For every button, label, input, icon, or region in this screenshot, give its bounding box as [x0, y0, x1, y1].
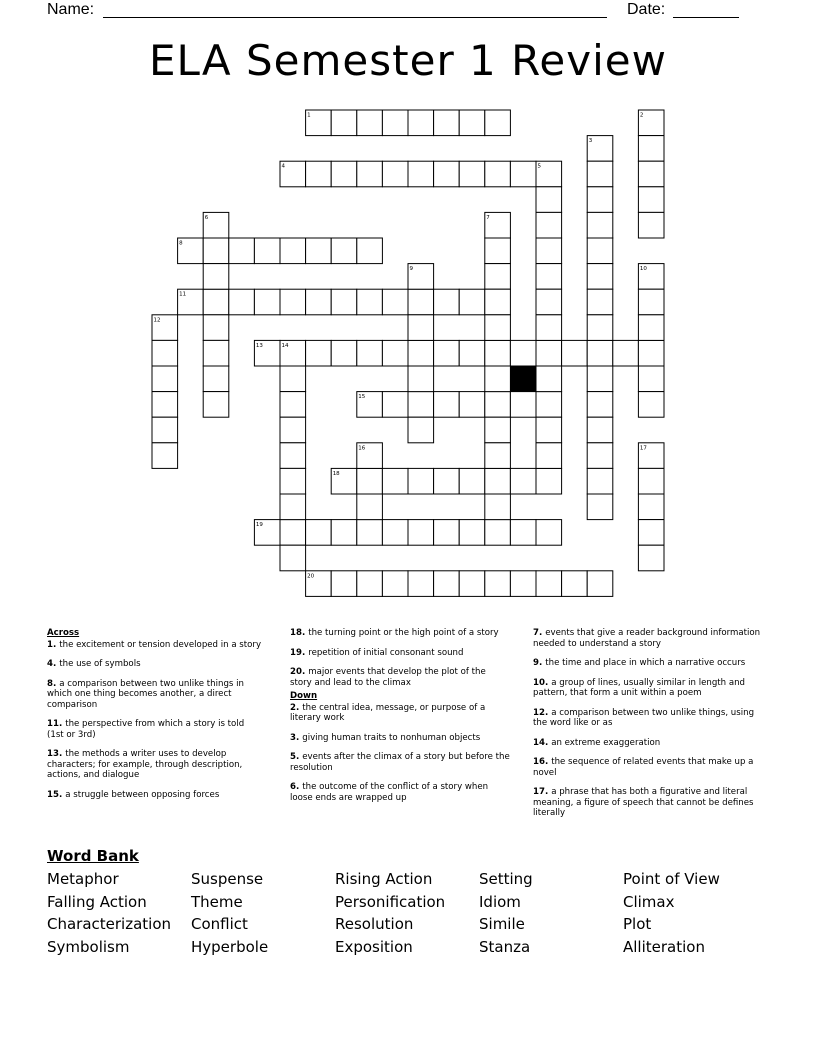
clue-number: 13: [255, 342, 263, 349]
clues-column-2: [290, 628, 510, 812]
grid-cell[interactable]: [357, 238, 383, 264]
grid-cell[interactable]: [280, 468, 306, 494]
clue-item: [47, 640, 262, 651]
grid-cell[interactable]: [587, 315, 613, 341]
clue-number: 17: [639, 445, 647, 452]
grid-cell[interactable]: [357, 161, 383, 187]
grid-cell[interactable]: [357, 340, 383, 366]
clues-column-1: [47, 628, 262, 809]
grid-cell[interactable]: [485, 392, 511, 418]
clue-item: [47, 719, 262, 740]
clue-text: major events that develop the plot of the story and lead to the climax: [290, 667, 486, 688]
date-label: Date:: [627, 1, 666, 18]
grid-cell[interactable]: [152, 417, 178, 443]
clue-item: [533, 757, 763, 778]
grid-cell[interactable]: [434, 110, 460, 136]
word-bank-item: Point of View: [623, 870, 720, 888]
word-bank-item: Rising Action: [335, 870, 433, 888]
clue-num: 3.: [290, 732, 303, 743]
grid-cell[interactable]: [357, 494, 383, 520]
word-bank-item: Setting: [479, 870, 533, 888]
grid-cell[interactable]: [587, 417, 613, 443]
grid-cell[interactable]: [203, 238, 229, 264]
grid-cell[interactable]: [536, 264, 562, 290]
grid-cell[interactable]: [638, 468, 664, 494]
grid-cell[interactable]: [331, 110, 357, 136]
word-bank-item: Conflict: [191, 915, 248, 933]
grid-cell[interactable]: [306, 238, 332, 264]
word-bank-item: Alliteration: [623, 937, 705, 956]
grid-cell[interactable]: [587, 340, 613, 366]
grid-cell[interactable]: [434, 289, 460, 315]
grid-cell[interactable]: [536, 392, 562, 418]
clue-text: a struggle between opposing forces: [65, 789, 220, 800]
grid-cell[interactable]: [459, 520, 485, 546]
grid-cell[interactable]: [434, 468, 460, 494]
grid-cell[interactable]: [485, 443, 511, 469]
grid-cell[interactable]: [638, 161, 664, 187]
grid-cell[interactable]: [357, 571, 383, 597]
grid-cell[interactable]: [280, 443, 306, 469]
clue-number: 6: [204, 214, 209, 221]
grid-cell[interactable]: [536, 520, 562, 546]
clue-number: 10: [639, 266, 647, 273]
word-bank-item: Plot: [623, 915, 652, 933]
clue-num: 8.: [47, 678, 60, 689]
grid-cell[interactable]: [152, 366, 178, 392]
grid-cell[interactable]: [280, 417, 306, 443]
grid-cell[interactable]: [280, 520, 306, 546]
grid-cell[interactable]: [485, 289, 511, 315]
grid-cell[interactable]: [357, 520, 383, 546]
clue-item: [290, 733, 510, 744]
grid-cell[interactable]: [587, 571, 613, 597]
word-bank-item: Theme: [191, 892, 243, 911]
clue-text: a phrase that has both a figurative and literal meaning, a figure of speech that cannot be defines literally: [533, 787, 754, 818]
clue-text: a comparison between two unlike things, using the word like or as: [533, 707, 755, 728]
grid-cell[interactable]: [408, 289, 434, 315]
grid-cell[interactable]: [485, 366, 511, 392]
clue-num: 17.: [533, 787, 552, 797]
clue-num: 20.: [290, 667, 309, 677]
clue-item: [47, 679, 262, 711]
clue-text: the central idea, message, or purpose of a literary work: [290, 702, 486, 723]
word-bank-item: Falling Action: [47, 892, 147, 911]
grid-cell[interactable]: [280, 545, 306, 571]
grid-cell[interactable]: [382, 468, 408, 494]
clue-text: events that give a reader background information needed to understand a story: [533, 628, 761, 649]
grid-cell[interactable]: [434, 392, 460, 418]
grid-cell[interactable]: [536, 417, 562, 443]
grid-cell[interactable]: [459, 392, 485, 418]
grid-cell[interactable]: [536, 366, 562, 392]
grid-cell[interactable]: [587, 289, 613, 315]
grid-cell[interactable]: [587, 264, 613, 290]
grid-cell[interactable]: [587, 238, 613, 264]
clue-item: [290, 667, 510, 688]
grid-cell[interactable]: [485, 468, 511, 494]
grid-cell[interactable]: [229, 238, 255, 264]
grid-cell[interactable]: [254, 289, 280, 315]
page-title: ELA Semester 1 Review: [149, 36, 667, 85]
grid-cell[interactable]: [638, 520, 664, 546]
grid-cell[interactable]: [638, 212, 664, 238]
grid-cell[interactable]: [331, 289, 357, 315]
grid-cell[interactable]: [536, 340, 562, 366]
grid-cell[interactable]: [613, 340, 639, 366]
clue-number: 11: [179, 291, 187, 298]
grid-cell[interactable]: [280, 289, 306, 315]
clue-text: a comparison between two unlike things in which one thing becomes another, a direct comparison: [47, 678, 244, 710]
name-label: Name:: [47, 1, 95, 18]
grid-cell[interactable]: [536, 315, 562, 341]
grid-cell[interactable]: [331, 571, 357, 597]
clue-number: 8: [179, 240, 183, 247]
clue-text: a group of lines, usually similar in length and pattern, that form a unit within a poem: [533, 677, 746, 698]
clue-text: the outcome of the conflict of a story when loose ends are wrapped up: [290, 782, 489, 803]
grid-cell[interactable]: [306, 340, 332, 366]
clue-num: 9.: [533, 658, 546, 668]
grid-cell[interactable]: [408, 340, 434, 366]
grid-cell[interactable]: [536, 468, 562, 494]
down-heading: Down: [290, 691, 318, 701]
clue-number: 16: [358, 445, 366, 452]
grid-cell[interactable]: [485, 417, 511, 443]
clue-number: 19: [255, 522, 263, 529]
grid-cell[interactable]: [510, 571, 536, 597]
grid-cell[interactable]: [254, 238, 280, 264]
clue-item: [290, 782, 510, 803]
word-bank-item: Idiom: [479, 892, 521, 911]
grid-cell[interactable]: [485, 110, 511, 136]
clue-number: 1: [307, 112, 311, 119]
clue-text: the sequence of related events that make up a novel: [533, 757, 754, 778]
word-bank-item: Stanza: [479, 937, 531, 956]
clue-num: 2.: [290, 702, 303, 713]
grid-cell[interactable]: [459, 340, 485, 366]
grid-cell[interactable]: [485, 340, 511, 366]
clue-num: 12.: [533, 707, 552, 718]
clue-item: [533, 787, 763, 819]
clue-number: 3: [588, 138, 593, 145]
word-bank-item: Exposition: [335, 937, 413, 956]
grid-cell[interactable]: [510, 161, 536, 187]
clue-item: [47, 790, 262, 801]
clue-number: 18: [332, 470, 340, 477]
grid-cell[interactable]: [152, 392, 178, 418]
clue-item: [533, 658, 763, 669]
grid-cell[interactable]: [638, 340, 664, 366]
grid-cell[interactable]: [638, 494, 664, 520]
grid-cell[interactable]: [408, 366, 434, 392]
grid-cell[interactable]: [459, 468, 485, 494]
clue-num: 6.: [290, 782, 303, 792]
grid-cell[interactable]: [434, 571, 460, 597]
grid-cell[interactable]: [587, 494, 613, 520]
grid-cell[interactable]: [408, 161, 434, 187]
grid-cell[interactable]: [562, 571, 588, 597]
word-bank-item: Metaphor: [47, 870, 119, 888]
clue-num: 5.: [290, 752, 303, 762]
clue-num: 15.: [47, 789, 66, 800]
grid-cell[interactable]: [280, 366, 306, 392]
clue-num: 1.: [47, 639, 60, 650]
grid-cell[interactable]: [434, 161, 460, 187]
grid-cell[interactable]: [587, 392, 613, 418]
clue-number: 2: [639, 112, 644, 119]
clue-num: 13.: [47, 749, 66, 759]
grid-cell[interactable]: [152, 443, 178, 469]
clue-num: 14.: [533, 737, 552, 748]
grid-cell[interactable]: [203, 340, 229, 366]
grid-cell[interactable]: [638, 187, 664, 213]
grid-cell[interactable]: [459, 161, 485, 187]
grid-cell[interactable]: [485, 571, 511, 597]
grid-cell[interactable]: [459, 110, 485, 136]
clue-text: the turning point or the high point of a story: [308, 628, 499, 638]
grid-cell[interactable]: [510, 520, 536, 546]
grid-cell[interactable]: [306, 161, 332, 187]
word-bank-item: Personification: [335, 892, 446, 911]
grid-cell[interactable]: [382, 289, 408, 315]
grid-cell[interactable]: [587, 161, 613, 187]
clue-text: the methods a writer uses to develop characters; for example, through description, actions, and dialogue: [47, 749, 243, 780]
grid-cell[interactable]: [306, 520, 332, 546]
word-bank-item: Symbolism: [47, 937, 130, 956]
clue-text: giving human traits to nonhuman objects: [302, 732, 481, 743]
grid-cell[interactable]: [331, 340, 357, 366]
word-bank-item: Hyperbole: [191, 937, 269, 956]
grid-cell[interactable]: [587, 468, 613, 494]
grid-cell[interactable]: [203, 289, 229, 315]
grid-cell[interactable]: [638, 136, 664, 162]
clue-text: repetition of initial consonant sound: [308, 647, 464, 658]
grid-cell[interactable]: [408, 392, 434, 418]
grid-cell[interactable]: [638, 392, 664, 418]
clue-item: [533, 628, 763, 649]
grid-cell[interactable]: [331, 161, 357, 187]
across-heading: Across: [47, 628, 80, 638]
grid-cell[interactable]: [459, 289, 485, 315]
word-bank-item: Suspense: [191, 870, 264, 888]
grid-cell[interactable]: [485, 520, 511, 546]
grid-cell[interactable]: [306, 289, 332, 315]
clue-number: 12: [153, 317, 161, 324]
grid-cell[interactable]: [638, 289, 664, 315]
clue-num: 19.: [290, 647, 309, 658]
clue-item: [290, 628, 510, 639]
grid-cell[interactable]: [587, 212, 613, 238]
grid-cell[interactable]: [510, 468, 536, 494]
clue-item: [290, 752, 510, 773]
grid-cell[interactable]: [331, 520, 357, 546]
clue-num: 10.: [533, 677, 552, 688]
black-cell: [510, 366, 536, 392]
grid-cell[interactable]: [382, 110, 408, 136]
clue-num: 16.: [533, 757, 552, 767]
clue-number: 15: [358, 394, 366, 401]
grid-cell[interactable]: [408, 571, 434, 597]
grid-cell[interactable]: [536, 289, 562, 315]
grid-cell[interactable]: [485, 161, 511, 187]
clue-text: events after the climax of a story but before the resolution: [290, 752, 510, 773]
grid-cell[interactable]: [638, 315, 664, 341]
grid-cell[interactable]: [203, 392, 229, 418]
clue-item: [290, 703, 510, 724]
grid-cell[interactable]: [485, 238, 511, 264]
grid-cell[interactable]: [408, 315, 434, 341]
word-bank-item: Characterization: [47, 915, 172, 933]
word-bank-title: Word Bank: [47, 847, 139, 865]
grid-cell[interactable]: [229, 289, 255, 315]
grid-cell[interactable]: [357, 468, 383, 494]
clue-number: 7: [486, 214, 490, 221]
clue-num: 11.: [47, 719, 66, 729]
grid-cell[interactable]: [203, 264, 229, 290]
grid-cell[interactable]: [485, 494, 511, 520]
clue-text: the time and place in which a narrative occurs: [545, 658, 746, 668]
grid-cell[interactable]: [587, 443, 613, 469]
grid-cell[interactable]: [408, 468, 434, 494]
clue-text: an extreme exaggeration: [551, 737, 661, 748]
grid-cell[interactable]: [587, 187, 613, 213]
clue-text: the use of symbols: [59, 659, 141, 669]
clue-item: [533, 708, 763, 729]
grid-cell[interactable]: [638, 545, 664, 571]
grid-cell[interactable]: [382, 340, 408, 366]
clue-item: [533, 738, 763, 749]
word-bank-item: Simile: [479, 915, 525, 933]
grid-cell[interactable]: [434, 340, 460, 366]
clue-num: 18.: [290, 628, 309, 638]
grid-cell[interactable]: [408, 520, 434, 546]
grid-cell[interactable]: [203, 315, 229, 341]
clues-column-3: [533, 628, 763, 828]
grid-cell[interactable]: [510, 392, 536, 418]
grid-cell[interactable]: [280, 392, 306, 418]
clue-item: [47, 749, 262, 781]
grid-cell[interactable]: [152, 340, 178, 366]
word-bank-item: Climax: [623, 892, 675, 911]
grid-cell[interactable]: [408, 110, 434, 136]
grid-cell[interactable]: [382, 571, 408, 597]
grid-cell[interactable]: [382, 161, 408, 187]
clue-item: [290, 648, 510, 659]
clue-number: 14: [281, 342, 289, 349]
grid-cell[interactable]: [280, 494, 306, 520]
grid-cell[interactable]: [331, 238, 357, 264]
grid-cell[interactable]: [536, 571, 562, 597]
grid-cell[interactable]: [536, 212, 562, 238]
clue-item: [47, 659, 262, 670]
grid-cell[interactable]: [536, 187, 562, 213]
grid-cell[interactable]: [203, 366, 229, 392]
grid-cell[interactable]: [434, 520, 460, 546]
clue-num: 4.: [47, 659, 60, 669]
grid-cell[interactable]: [510, 340, 536, 366]
clue-item: [533, 678, 763, 699]
grid-cell[interactable]: [280, 238, 306, 264]
clue-number: 5: [537, 163, 541, 170]
grid-cell[interactable]: [382, 520, 408, 546]
grid-cell[interactable]: [357, 110, 383, 136]
grid-cell[interactable]: [485, 264, 511, 290]
clue-number: 20: [307, 573, 315, 580]
clue-number: 9: [409, 266, 413, 273]
grid-cell[interactable]: [536, 443, 562, 469]
grid-cell[interactable]: [485, 315, 511, 341]
grid-cell[interactable]: [382, 392, 408, 418]
word-bank-item: Resolution: [335, 915, 414, 933]
clue-text: the excitement or tension developed in a story: [59, 639, 262, 650]
clue-number: 4: [281, 163, 285, 170]
grid-cell[interactable]: [562, 340, 588, 366]
grid-cell[interactable]: [638, 366, 664, 392]
grid-cell[interactable]: [536, 238, 562, 264]
clue-text: the perspective from which a story is told (1st or 3rd): [47, 719, 245, 740]
grid-cell[interactable]: [408, 417, 434, 443]
grid-cell[interactable]: [357, 289, 383, 315]
clue-num: 7.: [533, 628, 546, 638]
grid-cell[interactable]: [587, 366, 613, 392]
grid-cell[interactable]: [459, 571, 485, 597]
